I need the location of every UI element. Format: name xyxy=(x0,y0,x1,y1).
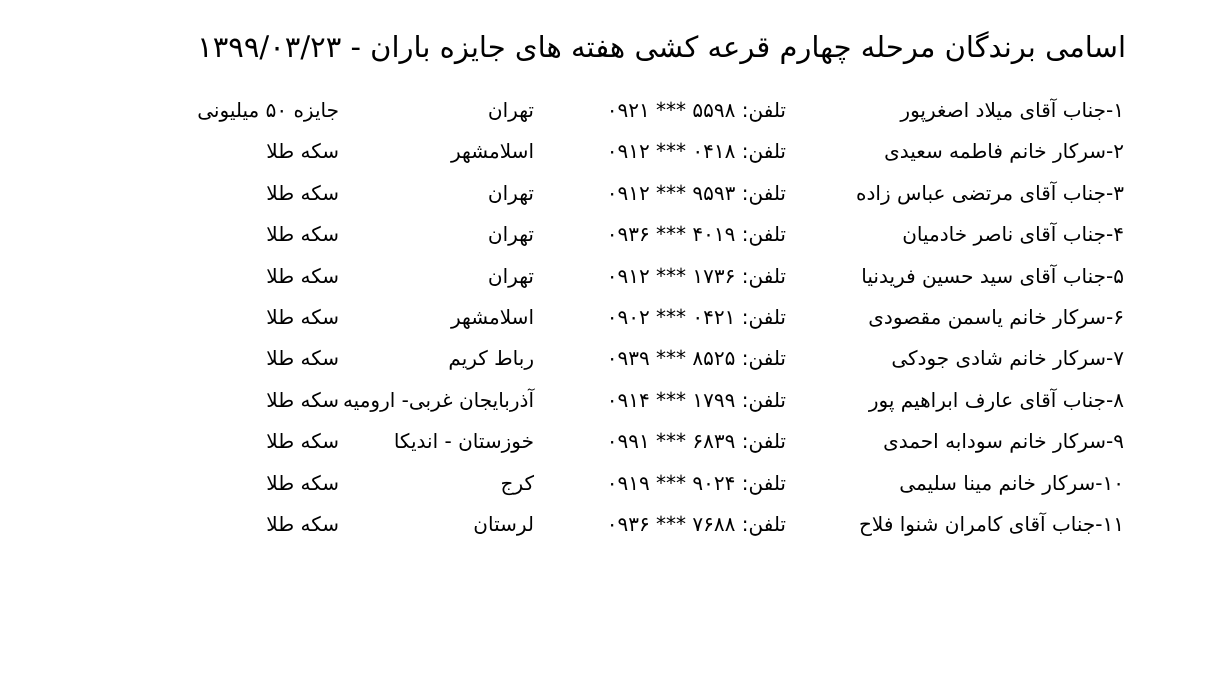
winner-prize: سکه طلا xyxy=(266,263,339,288)
winner-phone: تلفن: ۰۴۲۱ *** ۰۹۰۲ xyxy=(606,304,786,329)
winner-prize: سکه طلا xyxy=(266,180,339,205)
winner-city: کرج xyxy=(500,470,534,495)
winner-name: ۴-جناب آقای ناصر خادمیان xyxy=(902,222,1124,247)
page-title: اسامی برندگان مرحله چهارم قرعه کشی هفته های جایزه باران - ۱۳۹۹/۰۳/۲۳ xyxy=(197,30,1126,64)
winner-name: ۱۰-سرکار خانم مینا سلیمی xyxy=(899,470,1124,495)
winner-prize: سکه طلا xyxy=(266,511,339,536)
winner-row xyxy=(0,467,1211,508)
winner-prize: جایزه ۵۰ میلیونی xyxy=(197,98,339,122)
winner-city: تهران xyxy=(487,263,534,288)
winner-name: ۶-سرکار خانم یاسمن مقصودی xyxy=(868,304,1124,329)
winner-row xyxy=(0,342,1211,383)
winner-name: ۳-جناب آقای مرتضی عباس زاده xyxy=(856,180,1124,205)
winner-prize: سکه طلا xyxy=(266,387,339,412)
winner-city: آذربایجان غربی- ارومیه xyxy=(342,387,534,412)
winner-phone: تلفن: ۸۵۲۵ *** ۰۹۳۹ xyxy=(606,346,786,371)
winner-row xyxy=(0,508,1211,549)
winner-name: ۷-سرکار خانم شادی جودکی xyxy=(891,346,1124,371)
winner-city: تهران xyxy=(487,180,534,205)
winner-city: تهران xyxy=(487,98,534,122)
winner-phone: تلفن: ۱۷۳۶ *** ۰۹۱۲ xyxy=(606,263,786,288)
winner-name: ۹-سرکار خانم سودابه احمدی xyxy=(883,429,1124,454)
winner-list xyxy=(0,94,1211,549)
winner-prize: سکه طلا xyxy=(266,222,339,247)
winner-city: اسلامشهر xyxy=(450,139,534,164)
winner-prize: سکه طلا xyxy=(266,470,339,495)
winner-phone: تلفن: ۷۶۸۸ *** ۰۹۳۶ xyxy=(606,511,786,536)
winner-prize: سکه طلا xyxy=(266,304,339,329)
winner-prize: سکه طلا xyxy=(266,139,339,164)
winner-phone: تلفن: ۵۵۹۸ *** ۰۹۲۱ xyxy=(606,98,786,122)
winner-name: ۸-جناب آقای عارف ابراهیم پور xyxy=(868,387,1124,412)
winner-city: لرستان xyxy=(473,511,534,536)
winner-phone: تلفن: ۹۵۹۳ *** ۰۹۱۲ xyxy=(606,180,786,205)
winner-phone: تلفن: ۱۷۹۹ *** ۰۹۱۴ xyxy=(606,387,786,412)
winner-name: ۱-جناب آقای میلاد اصغرپور xyxy=(900,98,1124,122)
winner-prize: سکه طلا xyxy=(266,429,339,454)
winner-row xyxy=(0,218,1211,259)
winner-row xyxy=(0,94,1211,135)
winner-row xyxy=(0,425,1211,466)
winner-prize: سکه طلا xyxy=(266,346,339,371)
winner-city: خوزستان - اندیکا xyxy=(393,429,534,454)
winner-row xyxy=(0,301,1211,342)
winner-city: تهران xyxy=(487,222,534,247)
winner-row xyxy=(0,260,1211,301)
winner-phone: تلفن: ۹۰۲۴ *** ۰۹۱۹ xyxy=(606,470,786,495)
winner-name: ۲-سرکار خانم فاطمه سعیدی xyxy=(884,139,1124,164)
winner-city: اسلامشهر xyxy=(450,304,534,329)
winner-row xyxy=(0,177,1211,218)
winner-phone: تلفن: ۶۸۳۹ *** ۰۹۹۱ xyxy=(606,429,786,454)
winner-name: ۱۱-جناب آقای کامران شنوا فلاح xyxy=(858,511,1124,536)
winner-row xyxy=(0,384,1211,425)
winner-city: رباط کریم xyxy=(448,346,534,371)
winner-row xyxy=(0,135,1211,176)
winner-phone: تلفن: ۴۰۱۹ *** ۰۹۳۶ xyxy=(606,222,786,247)
winner-phone: تلفن: ۰۴۱۸ *** ۰۹۱۲ xyxy=(606,139,786,164)
winner-name: ۵-جناب آقای سید حسین فریدنیا xyxy=(861,263,1124,288)
